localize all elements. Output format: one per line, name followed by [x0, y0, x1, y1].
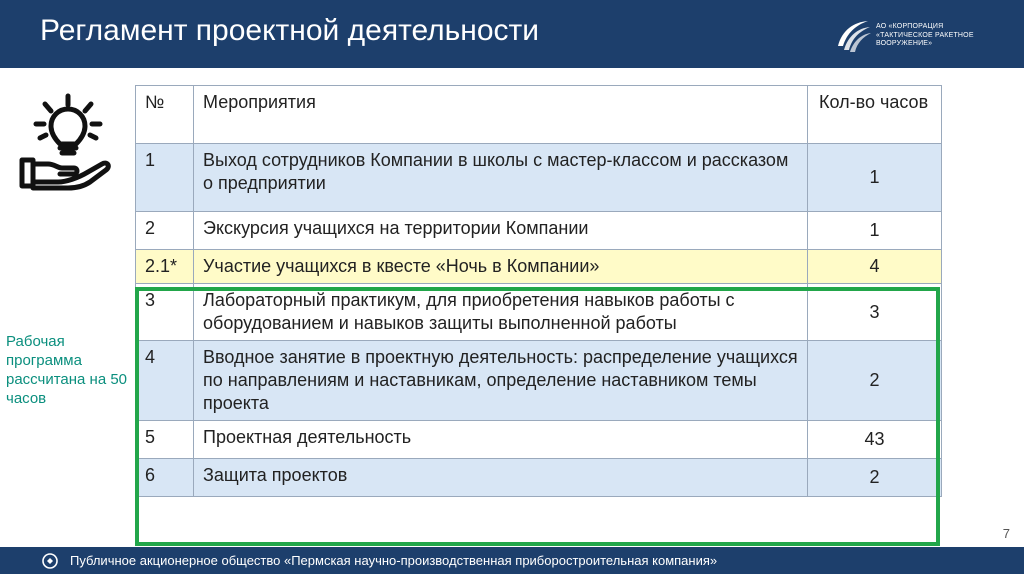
- row-hours: 1: [808, 212, 942, 250]
- header-activity: Мероприятия: [194, 86, 808, 144]
- row-hours: 43: [808, 421, 942, 459]
- row-activity: Лабораторный практикум, для приобретения навыков работы с оборудованием и навыков защиты выполненной работы: [194, 284, 808, 341]
- page-title: Регламент проектной деятельности: [40, 14, 540, 47]
- header-bar: [0, 0, 1024, 68]
- footer-bar: [0, 547, 1024, 574]
- corporation-logo: [832, 16, 1012, 56]
- activities-table: [135, 85, 942, 497]
- page-number: 7: [1002, 526, 1010, 541]
- row-hours: 3: [808, 284, 942, 341]
- table-row: [136, 144, 942, 212]
- table-row: [136, 421, 942, 459]
- row-hours: 4: [808, 250, 942, 284]
- corporation-logo-text: [876, 23, 974, 49]
- side-note: Рабочая программа рассчитана на 50 часов: [6, 333, 128, 407]
- row-activity: Выход сотрудников Компании в школы с мастер-классом и рассказом о предприятии: [194, 144, 808, 212]
- header-num: №: [136, 86, 194, 144]
- table-header-row: [136, 86, 942, 144]
- logo-line-2: «ТАКТИЧЕСКОЕ РАКЕТНОЕ: [876, 31, 974, 39]
- logo-line-1: АО «КОРПОРАЦИЯ: [876, 23, 944, 30]
- row-hours: 1: [808, 144, 942, 212]
- corporation-logo-icon: [832, 16, 872, 56]
- header-hours: Кол-во часов: [808, 86, 942, 144]
- footer-text: Публичное акционерное общество «Пермская научно-производственная приборостроительная компания»: [70, 553, 718, 568]
- row-num: 4: [136, 341, 194, 421]
- lightbulb-hand-icon: [18, 92, 118, 192]
- row-hours: 2: [808, 341, 942, 421]
- row-num: 3: [136, 284, 194, 341]
- row-activity: Проектная деятельность: [194, 421, 808, 459]
- footer-logo-icon: [42, 553, 58, 569]
- row-activity: Защита проектов: [194, 459, 808, 497]
- row-num: 2.1*: [136, 250, 194, 284]
- table-row: [136, 250, 942, 284]
- row-activity: Экскурсия учащихся на территории Компании: [194, 212, 808, 250]
- row-num: 5: [136, 421, 194, 459]
- table-row: [136, 284, 942, 341]
- row-activity: Участие учащихся в квесте «Ночь в Компании»: [194, 250, 808, 284]
- row-num: 6: [136, 459, 194, 497]
- row-activity: Вводное занятие в проектную деятельность: распределение учащихся по направлениям и наставникам, определение наставником темы проекта: [194, 341, 808, 421]
- table-row: [136, 459, 942, 497]
- table-row: [136, 212, 942, 250]
- logo-line-3: ВООРУЖЕНИЕ»: [876, 40, 933, 47]
- row-num: 1: [136, 144, 194, 212]
- table-row: [136, 341, 942, 421]
- row-hours: 2: [808, 459, 942, 497]
- row-num: 2: [136, 212, 194, 250]
